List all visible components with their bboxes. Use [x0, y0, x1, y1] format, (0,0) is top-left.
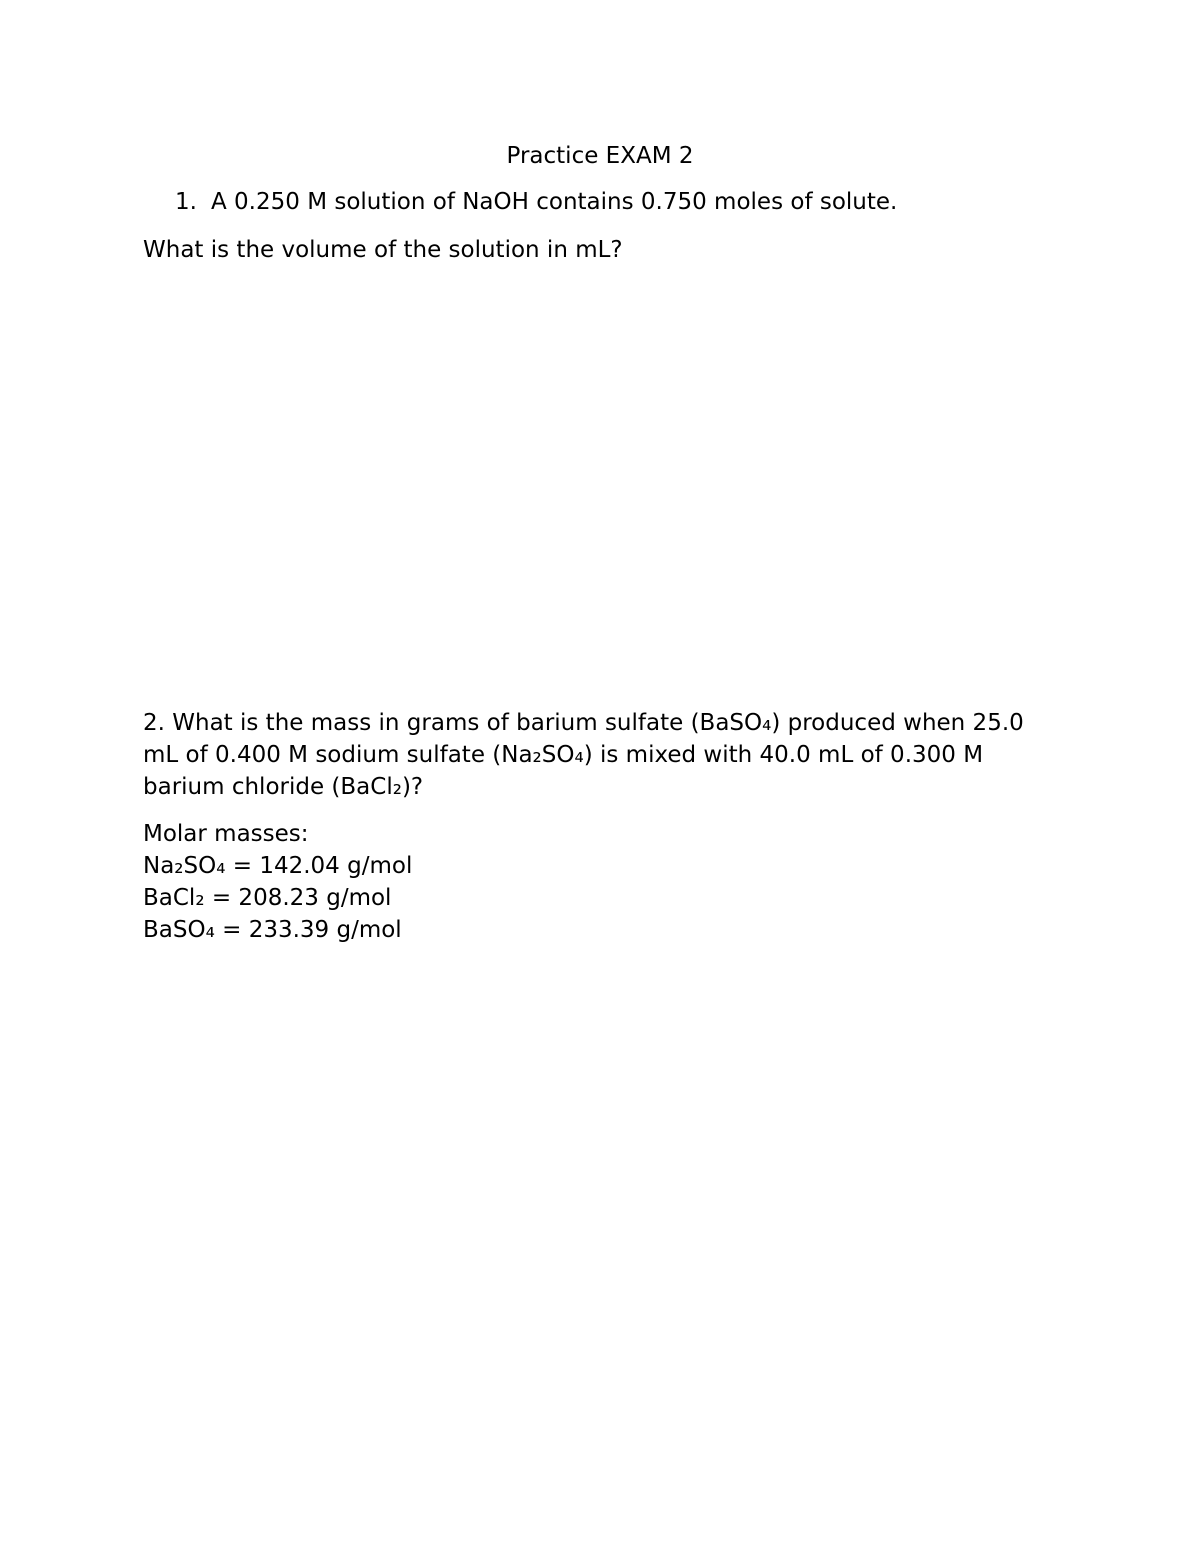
molar-mass-item: Na₂SO₄ = 142.04 g/mol	[143, 853, 413, 879]
question-2	[143, 707, 1063, 803]
molar-mass-item: BaCl₂ = 208.23 g/mol	[143, 885, 392, 911]
question-1-number: 1.	[175, 189, 197, 215]
question-1-subtext: What is the volume of the solution in mL?	[143, 237, 623, 263]
molar-masses	[143, 818, 743, 946]
question-2-line: barium chloride (BaCl₂)?	[143, 774, 424, 800]
question-2-line: mL of 0.400 M sodium sulfate (Na₂SO₄) is mixed with 40.0 mL of 0.300 M	[143, 742, 984, 768]
page-title: Practice EXAM 2	[506, 143, 694, 169]
question-1-text: A 0.250 M solution of NaOH contains 0.750 moles of solute.	[211, 189, 898, 215]
question-1	[175, 186, 897, 218]
molar-masses-heading: Molar masses:	[143, 821, 309, 847]
question-2-line: 2. What is the mass in grams of barium sulfate (BaSO₄) produced when 25.0	[143, 710, 1024, 736]
molar-mass-item: BaSO₄ = 233.39 g/mol	[143, 917, 402, 943]
